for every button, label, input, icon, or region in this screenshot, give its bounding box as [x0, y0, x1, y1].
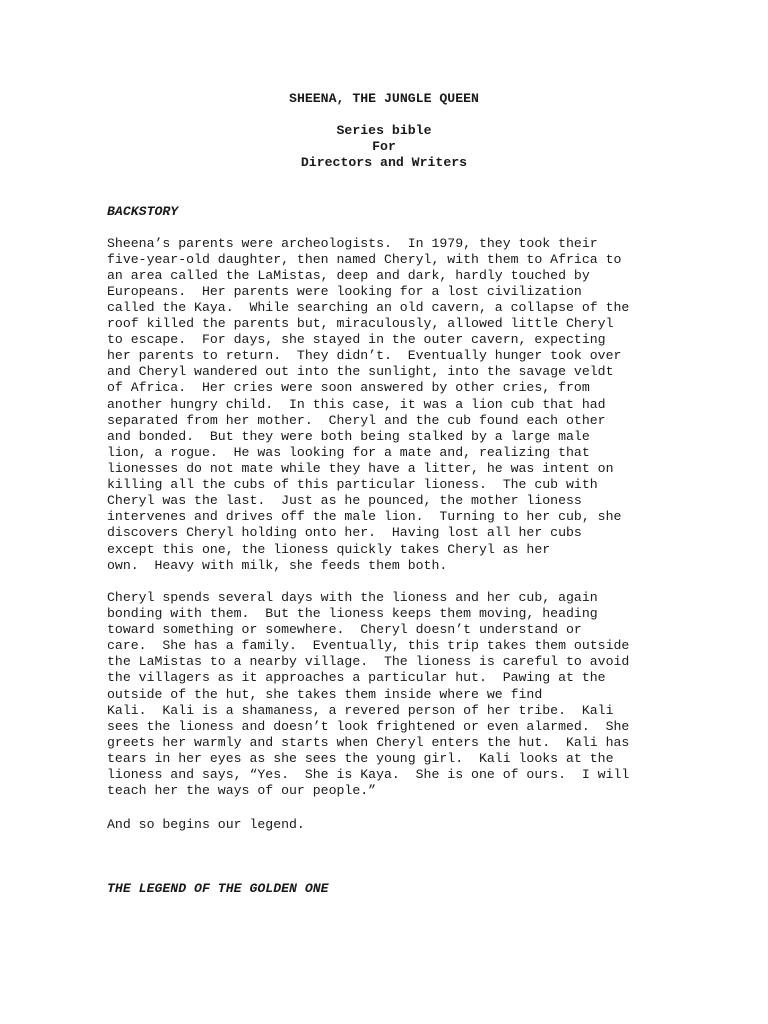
text-line: teach her the ways of our people.” [107, 783, 377, 798]
section-heading-legend-golden-one: THE LEGEND OF THE GOLDEN ONE [107, 881, 329, 896]
text-line: care. She has a family. Eventually, this trip takes them outside [107, 638, 630, 653]
text-line: Cheryl was the last. Just as he pounced, the mother lioness [107, 493, 582, 508]
text-line: lionesses do not mate while they have a litter, he was intent on [107, 461, 614, 476]
text-line: Cheryl spends several days with the lioness and her cub, again [107, 590, 598, 605]
text-line: an area called the LaMistas, deep and dark, hardly touched by [107, 268, 590, 283]
text-line: lion, a rogue. He was looking for a mate and, realizing that [107, 445, 590, 460]
text-line: tears in her eyes as she sees the young girl. Kali looks at the [107, 751, 614, 766]
text-line: bonding with them. But the lioness keeps them moving, heading [107, 606, 598, 621]
text-line: lioness and says, “Yes. She is Kaya. She is one of ours. I will [107, 767, 630, 782]
text-line: Kali. Kali is a shamaness, a revered person of her tribe. Kali [107, 703, 614, 718]
text-line: the LaMistas to a nearby village. The lioness is careful to avoid [107, 654, 630, 669]
text-line: Sheena’s parents were archeologists. In 1979, they took their [107, 236, 598, 251]
subtitle-line-2: For [372, 139, 396, 154]
text-line: Europeans. Her parents were looking for a lost civilization [107, 284, 582, 299]
subtitle-line-3: Directors and Writers [300, 155, 468, 170]
text-line: And so begins our legend. [107, 817, 305, 832]
text-line: and bonded. But they were both being stalked by a large male [107, 429, 590, 444]
text-line: killing all the cubs of this particular lioness. The cub with [107, 477, 598, 492]
text-line: toward something or somewhere. Cheryl doesn’t understand or [107, 622, 582, 637]
subtitle-line-1: Series bible [336, 123, 432, 138]
text-line: own. Heavy with milk, she feeds them both. [107, 558, 448, 573]
text-line: roof killed the parents but, miraculously, allowed little Cheryl [107, 316, 614, 331]
document-title: SHEENA, THE JUNGLE QUEEN [289, 91, 479, 106]
text-line: outside of the hut, she takes them inside where we find [107, 687, 543, 702]
text-line: and Cheryl wandered out into the sunlight, into the savage veldt [107, 364, 614, 379]
text-line: to escape. For days, she stayed in the outer cavern, expecting [107, 332, 606, 347]
text-line: five-year-old daughter, then named Cheryl, with them to Africa to [107, 252, 622, 267]
text-line: except this one, the lioness quickly takes Cheryl as her [107, 542, 551, 557]
text-line: of Africa. Her cries were soon answered by other cries, from [107, 380, 590, 395]
text-line: called the Kaya. While searching an old cavern, a collapse of the [107, 300, 630, 315]
section-heading-backstory: BACKSTORY [107, 204, 179, 219]
text-line: intervenes and drives off the male lion. Turning to her cub, she [107, 509, 622, 524]
text-line: the villagers as it approaches a particular hut. Pawing at the [107, 670, 606, 685]
text-line: greets her warmly and starts when Cheryl enters the hut. Kali has [107, 735, 630, 750]
text-line: discovers Cheryl holding onto her. Having lost all her cubs [107, 525, 582, 540]
text-line: her parents to return. They didn’t. Eventually hunger took over [107, 348, 622, 363]
text-line: another hungry child. In this case, it was a lion cub that had [107, 397, 606, 412]
text-line: sees the lioness and doesn’t look frightened or even alarmed. She [107, 719, 630, 734]
text-line: separated from her mother. Cheryl and the cub found each other [107, 413, 606, 428]
